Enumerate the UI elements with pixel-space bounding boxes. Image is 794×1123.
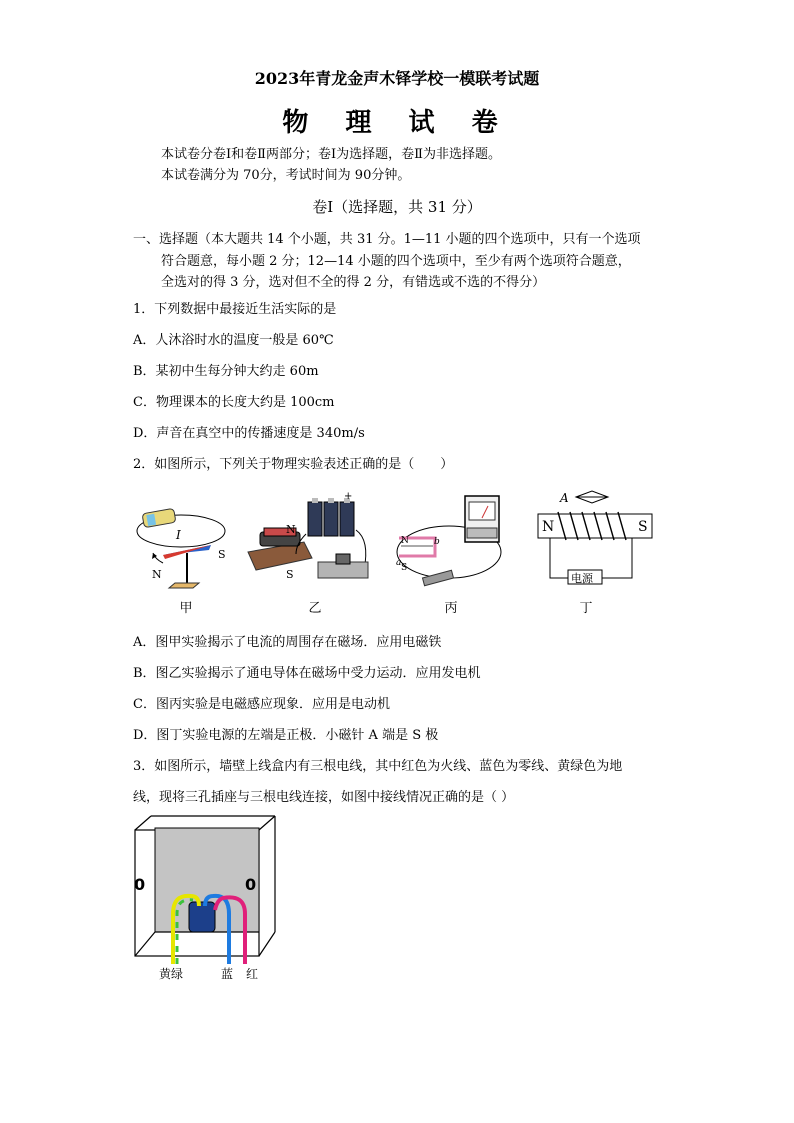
jia-current-label: I xyxy=(176,528,181,542)
ding-needle-a-label: A xyxy=(560,491,569,505)
intro-line-2: 本试卷满分为 70分，考试时间为 90分钟。 xyxy=(161,168,411,183)
section-instructions-3: 全选对的得 3 分，选对但不全的得 2 分，有错选或不选的不得分） xyxy=(161,275,546,290)
wire-label-yellow-green: 黄绿 xyxy=(159,967,184,981)
caption-jia: 甲 xyxy=(179,601,193,616)
motor-apparatus-diagram xyxy=(246,490,376,590)
wire-label-blue: 蓝 xyxy=(221,967,234,981)
bing-b-label: b xyxy=(434,537,440,547)
exam-subject-title: 物 理 试 卷 xyxy=(282,108,512,138)
solenoid-diagram xyxy=(536,490,656,585)
bing-north-label: N xyxy=(401,536,409,546)
q1-option-b: B．某初中生每分钟大约走 60m xyxy=(133,364,319,379)
q3-stem-line-2: 线，现将三孔插座与三根电线连接，如图中接线情况正确的是（ ） xyxy=(133,790,515,805)
caption-ding: 丁 xyxy=(579,601,593,616)
left-hole-mark: 0 xyxy=(134,875,146,894)
section-instructions-1: 一、选择题（本大题共 14 个小题，共 31 分。1—11 小题的四个选项中，只有一个选项 xyxy=(133,232,641,247)
caption-bing: 丙 xyxy=(444,601,458,616)
q1-option-c: C．物理课本的长度大约是 100cm xyxy=(133,395,335,410)
induction-apparatus-diagram xyxy=(393,492,513,592)
section-instructions-2: 符合题意，每小题 2 分；12—14 小题的四个选项中，至少有两个选项符合题意， xyxy=(161,254,631,269)
q1-stem: 1．下列数据中最接近生活实际的是 xyxy=(133,302,337,317)
yi-north-label: N xyxy=(286,523,296,536)
q3-stem-line-1: 3．如图所示，墙壁上线盒内有三根电线，其中红色为火线、蓝色为零线、黄绿色为地 xyxy=(133,759,623,774)
jia-north-label: N xyxy=(152,568,162,581)
right-hole-mark: 0 xyxy=(245,875,257,894)
jia-south-label: S xyxy=(218,548,226,561)
caption-yi: 乙 xyxy=(308,601,322,616)
ding-south-label: S xyxy=(638,519,648,535)
q2-option-c: C．图丙实验是电磁感应现象．应用是电动机 xyxy=(133,697,390,712)
q2-option-a: A．图甲实验揭示了电流的周围存在磁场．应用电磁铁 xyxy=(133,635,442,650)
exam-title: 2023年青龙金声木铎学校一模联考试题 xyxy=(254,69,540,88)
q2-stem: 2．如图所示，下列关于物理实验表述正确的是（ ） xyxy=(133,457,454,472)
q2-option-b: B．图乙实验揭示了通电导体在磁场中受力运动．应用发电机 xyxy=(133,666,481,681)
ding-power-label: 电源 xyxy=(571,572,593,585)
yi-plus-label: + xyxy=(344,491,353,502)
q1-option-a: A．人沐浴时水的温度一般是 60℃ xyxy=(133,333,334,348)
yi-south-label: S xyxy=(286,568,294,581)
compass-wire-diagram xyxy=(133,495,233,590)
intro-line-1: 本试卷分卷Ⅰ和卷Ⅱ两部分；卷Ⅰ为选择题，卷Ⅱ为非选择题。 xyxy=(161,147,501,162)
bing-a-label: a xyxy=(396,558,402,568)
bing-south-label: S xyxy=(401,563,408,573)
wall-box-diagram xyxy=(133,814,281,964)
section-title: 卷Ⅰ（选择题，共 31 分） xyxy=(312,198,482,216)
q2-option-d: D．图丁实验电源的左端是正极．小磁针 A 端是 S 极 xyxy=(133,728,439,743)
q1-option-d: D．声音在真空中的传播速度是 340m/s xyxy=(133,426,365,441)
ding-north-label: N xyxy=(542,519,555,535)
wire-label-red: 红 xyxy=(246,967,259,981)
